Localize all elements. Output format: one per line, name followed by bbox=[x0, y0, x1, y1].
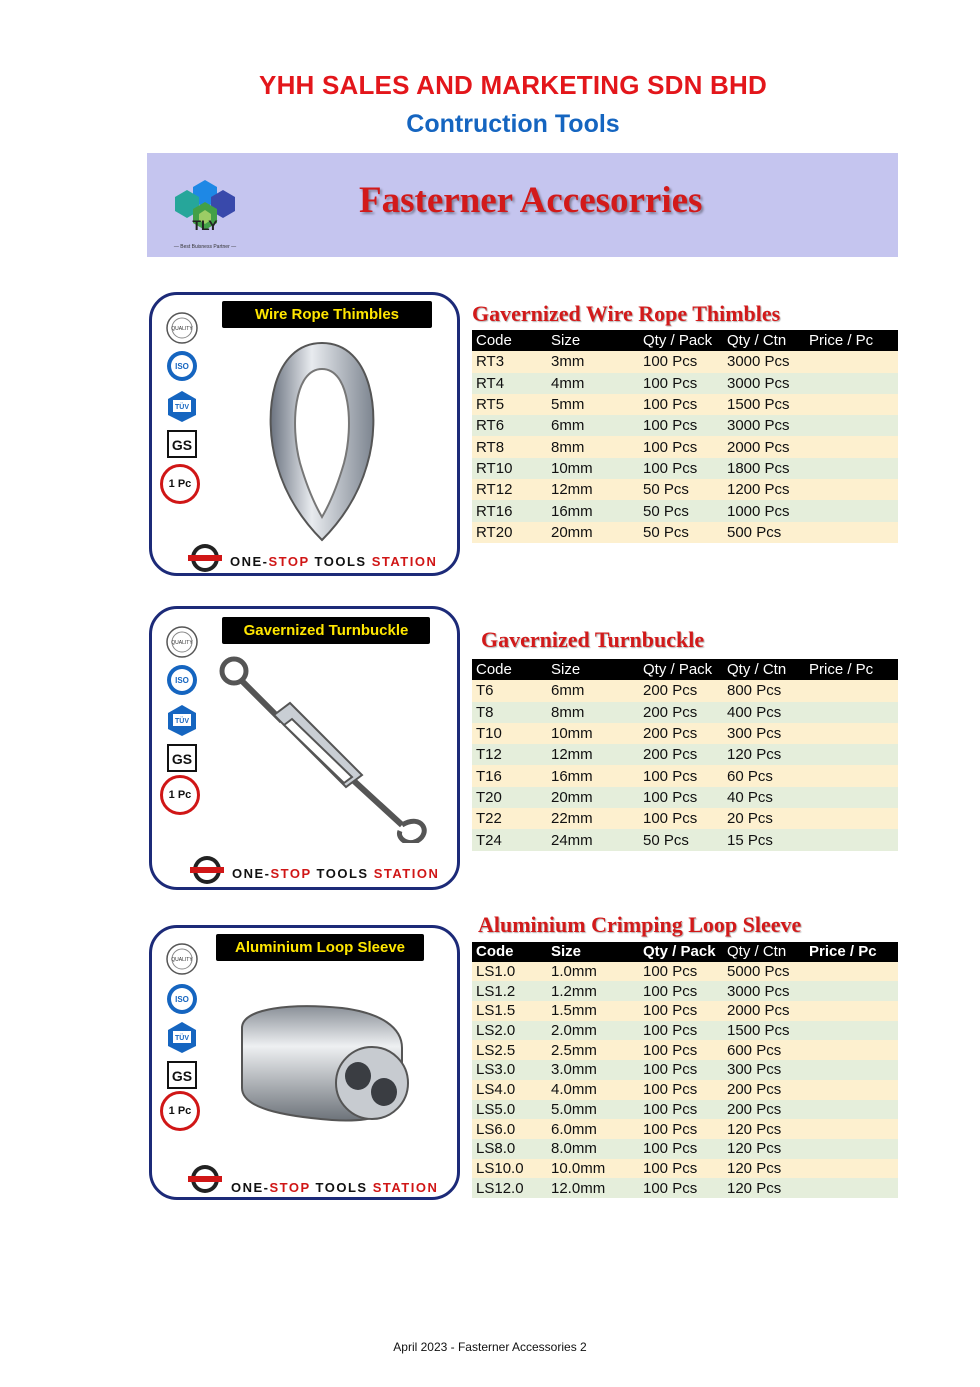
table-row bbox=[472, 829, 898, 850]
table-cell: LS1.2 bbox=[472, 981, 547, 1001]
table-cell: 500 Pcs bbox=[723, 522, 805, 543]
tuv-icon bbox=[162, 1020, 202, 1054]
table-cell: 6.0mm bbox=[547, 1119, 639, 1139]
table-cell: RT4 bbox=[472, 373, 547, 394]
table-row bbox=[472, 500, 898, 521]
table-cell: 600 Pcs bbox=[723, 1040, 805, 1060]
gs-mark-icon bbox=[162, 427, 202, 461]
table-row bbox=[472, 1001, 898, 1021]
table-cell: 4.0mm bbox=[547, 1080, 639, 1100]
table-cell: 100 Pcs bbox=[639, 1021, 723, 1041]
one-stop-tools-station: ONE-STOP TOOLS STATION bbox=[230, 554, 438, 569]
page-footer: April 2023 - Fasterner Accessories 2 bbox=[393, 1340, 587, 1354]
table-row bbox=[472, 1080, 898, 1100]
table-cell: RT12 bbox=[472, 479, 547, 500]
table-cell: 200 Pcs bbox=[723, 1100, 805, 1120]
table-cell: LS1.5 bbox=[472, 1001, 547, 1021]
table-cell: 100 Pcs bbox=[639, 394, 723, 415]
table-cell: 400 Pcs bbox=[723, 702, 805, 723]
table-cell: RT20 bbox=[472, 522, 547, 543]
table-cell bbox=[805, 1060, 898, 1080]
table-cell: T12 bbox=[472, 744, 547, 765]
table-cell: 16mm bbox=[547, 500, 639, 521]
table-cell: 40 Pcs bbox=[723, 787, 805, 808]
table-cell: 50 Pcs bbox=[639, 500, 723, 521]
svg-text:ISO: ISO bbox=[175, 676, 189, 685]
table-cell bbox=[805, 1001, 898, 1021]
product-card-loop-sleeve bbox=[149, 925, 460, 1200]
gs-mark-icon bbox=[162, 1058, 202, 1092]
column-header: Price / Pc bbox=[805, 659, 898, 680]
thimbles-price-table bbox=[472, 330, 898, 543]
table-cell: 8mm bbox=[547, 702, 639, 723]
product-label: Gavernized Turnbuckle bbox=[222, 617, 430, 644]
page-subtitle: Contruction Tools bbox=[406, 110, 620, 138]
table-cell bbox=[805, 1080, 898, 1100]
table-cell bbox=[805, 458, 898, 479]
product-label: Wire Rope Thimbles bbox=[222, 301, 432, 328]
table-cell bbox=[805, 394, 898, 415]
table-row bbox=[472, 394, 898, 415]
company-name: YHH SALES AND MARKETING SDN BHD bbox=[259, 70, 767, 100]
table-cell: 120 Pcs bbox=[723, 1119, 805, 1139]
quality-seal-icon bbox=[162, 311, 202, 345]
svg-text:TÜV: TÜV bbox=[175, 1035, 189, 1042]
product-label: Aluminium Loop Sleeve bbox=[216, 934, 424, 961]
column-header: Code bbox=[472, 330, 547, 351]
table-cell: 100 Pcs bbox=[639, 351, 723, 372]
table-row bbox=[472, 1159, 898, 1179]
table-cell: 2.5mm bbox=[547, 1040, 639, 1060]
iso-icon bbox=[162, 982, 202, 1016]
table-cell: 2.0mm bbox=[547, 1021, 639, 1041]
table-cell: 10.0mm bbox=[547, 1159, 639, 1179]
table-cell: 120 Pcs bbox=[723, 1178, 805, 1198]
tuv-icon bbox=[162, 703, 202, 737]
table-cell: LS10.0 bbox=[472, 1159, 547, 1179]
table-cell: 120 Pcs bbox=[723, 1139, 805, 1159]
table-cell: 22mm bbox=[547, 808, 639, 829]
table-cell: LS3.0 bbox=[472, 1060, 547, 1080]
table-row bbox=[472, 1100, 898, 1120]
table-row bbox=[472, 808, 898, 829]
svg-text:QUALITY: QUALITY bbox=[171, 640, 193, 646]
table-cell: 10mm bbox=[547, 723, 639, 744]
table-row bbox=[472, 981, 898, 1001]
logo-text: TLY bbox=[192, 217, 218, 233]
category-banner bbox=[147, 153, 898, 257]
table-cell bbox=[805, 1178, 898, 1198]
loop-sleeve-image bbox=[212, 998, 432, 1128]
table-row bbox=[472, 1021, 898, 1041]
table-cell bbox=[805, 744, 898, 765]
tly-logo-icon bbox=[167, 161, 243, 251]
table-cell: 8mm bbox=[547, 436, 639, 457]
table-header-row bbox=[472, 942, 898, 962]
table-cell: 5000 Pcs bbox=[723, 962, 805, 982]
table-cell: 100 Pcs bbox=[639, 787, 723, 808]
column-header: Price / Pc bbox=[805, 330, 898, 351]
table-cell: 1500 Pcs bbox=[723, 394, 805, 415]
table-cell: 3000 Pcs bbox=[723, 351, 805, 372]
product-card-thimbles bbox=[149, 292, 460, 576]
svg-text:TÜV: TÜV bbox=[175, 718, 189, 725]
iso-icon bbox=[162, 663, 202, 697]
table-cell bbox=[805, 1021, 898, 1041]
table-cell: 4mm bbox=[547, 373, 639, 394]
table-cell: 12.0mm bbox=[547, 1178, 639, 1198]
table-cell bbox=[805, 500, 898, 521]
table-cell: 100 Pcs bbox=[639, 373, 723, 394]
table-cell: 1.2mm bbox=[547, 981, 639, 1001]
table-cell: T16 bbox=[472, 765, 547, 786]
table-cell: 200 Pcs bbox=[639, 744, 723, 765]
column-header: Qty / Ctn bbox=[723, 330, 805, 351]
table-cell: 100 Pcs bbox=[639, 1178, 723, 1198]
column-header: Qty / Pack bbox=[639, 659, 723, 680]
table-cell: 50 Pcs bbox=[639, 522, 723, 543]
table-cell: 20mm bbox=[547, 787, 639, 808]
table-cell: 20mm bbox=[547, 522, 639, 543]
table-cell: 200 Pcs bbox=[639, 723, 723, 744]
table-cell: 60 Pcs bbox=[723, 765, 805, 786]
table-cell bbox=[805, 723, 898, 744]
table-cell: 300 Pcs bbox=[723, 1060, 805, 1080]
table-cell: 3000 Pcs bbox=[723, 415, 805, 436]
table-cell bbox=[805, 479, 898, 500]
svg-text:ISO: ISO bbox=[175, 362, 189, 371]
table-cell: 100 Pcs bbox=[639, 1139, 723, 1159]
table-cell: 1.0mm bbox=[547, 962, 639, 982]
table-cell: 100 Pcs bbox=[639, 458, 723, 479]
table-cell: 100 Pcs bbox=[639, 1001, 723, 1021]
table-cell: 50 Pcs bbox=[639, 479, 723, 500]
table-cell: 100 Pcs bbox=[639, 808, 723, 829]
one-pc-badge: 1 Pc bbox=[160, 1091, 200, 1131]
table-cell: T6 bbox=[472, 680, 547, 701]
table-cell: 100 Pcs bbox=[639, 1080, 723, 1100]
table-cell: T20 bbox=[472, 787, 547, 808]
table-cell: 120 Pcs bbox=[723, 1159, 805, 1179]
table-cell: 20 Pcs bbox=[723, 808, 805, 829]
table-cell: 100 Pcs bbox=[639, 1040, 723, 1060]
product-card-turnbuckle bbox=[149, 606, 460, 890]
section-title-loop-sleeve: Aluminium Crimping Loop Sleeve bbox=[478, 912, 802, 937]
table-cell: T24 bbox=[472, 829, 547, 850]
table-row bbox=[472, 1040, 898, 1060]
table-cell bbox=[805, 522, 898, 543]
table-cell bbox=[805, 436, 898, 457]
banner-title: Fasterner Accesorries bbox=[359, 180, 703, 221]
table-cell: 6mm bbox=[547, 415, 639, 436]
table-cell: 800 Pcs bbox=[723, 680, 805, 701]
table-cell bbox=[805, 373, 898, 394]
table-cell: 1.5mm bbox=[547, 1001, 639, 1021]
table-cell: LS4.0 bbox=[472, 1080, 547, 1100]
table-cell: 100 Pcs bbox=[639, 765, 723, 786]
gs-mark-icon bbox=[162, 741, 202, 775]
table-cell: T10 bbox=[472, 723, 547, 744]
svg-text:ISO: ISO bbox=[175, 995, 189, 1004]
table-cell: 3.0mm bbox=[547, 1060, 639, 1080]
table-cell bbox=[805, 1119, 898, 1139]
table-cell: 100 Pcs bbox=[639, 1100, 723, 1120]
table-row bbox=[472, 723, 898, 744]
tuv-icon bbox=[162, 389, 202, 423]
svg-text:GS: GS bbox=[171, 1068, 193, 1084]
wire-rope-thimble-image bbox=[252, 335, 392, 545]
table-cell: 1500 Pcs bbox=[723, 1021, 805, 1041]
column-header: Price / Pc bbox=[805, 942, 898, 962]
table-cell bbox=[805, 351, 898, 372]
table-cell: 2000 Pcs bbox=[723, 1001, 805, 1021]
table-cell: 100 Pcs bbox=[639, 1159, 723, 1179]
table-cell: 3000 Pcs bbox=[723, 373, 805, 394]
table-cell: 2000 Pcs bbox=[723, 436, 805, 457]
table-cell: 100 Pcs bbox=[639, 981, 723, 1001]
table-cell: 10mm bbox=[547, 458, 639, 479]
table-cell: 1000 Pcs bbox=[723, 500, 805, 521]
column-header: Size bbox=[547, 942, 639, 962]
table-row bbox=[472, 702, 898, 723]
table-cell: 3000 Pcs bbox=[723, 981, 805, 1001]
table-row bbox=[472, 351, 898, 372]
table-cell bbox=[805, 1159, 898, 1179]
table-cell: 100 Pcs bbox=[639, 415, 723, 436]
table-row bbox=[472, 680, 898, 701]
table-cell: 100 Pcs bbox=[639, 1060, 723, 1080]
one-pc-badge: 1 Pc bbox=[160, 464, 200, 504]
turnbuckle-image bbox=[212, 653, 442, 843]
table-cell: LS6.0 bbox=[472, 1119, 547, 1139]
table-row bbox=[472, 373, 898, 394]
table-cell: 5.0mm bbox=[547, 1100, 639, 1120]
table-cell: 8.0mm bbox=[547, 1139, 639, 1159]
table-header-row bbox=[472, 659, 898, 680]
quality-seal-icon bbox=[162, 942, 202, 976]
table-cell: LS1.0 bbox=[472, 962, 547, 982]
table-cell: 24mm bbox=[547, 829, 639, 850]
table-cell: 5mm bbox=[547, 394, 639, 415]
turnbuckle-price-table bbox=[472, 659, 898, 851]
table-row bbox=[472, 744, 898, 765]
table-cell: RT6 bbox=[472, 415, 547, 436]
one-stop-tools-station: ONE-STOP TOOLS STATION bbox=[231, 1180, 439, 1195]
quality-seal-icon bbox=[162, 625, 202, 659]
table-row bbox=[472, 522, 898, 543]
table-cell bbox=[805, 680, 898, 701]
table-cell bbox=[805, 829, 898, 850]
table-cell: RT10 bbox=[472, 458, 547, 479]
section-title-thimbles: Gavernized Wire Rope Thimbles bbox=[472, 301, 781, 326]
industrial-seal-icon bbox=[188, 855, 226, 885]
table-cell: 100 Pcs bbox=[639, 962, 723, 982]
table-cell: 100 Pcs bbox=[639, 436, 723, 457]
table-cell bbox=[805, 981, 898, 1001]
table-row bbox=[472, 415, 898, 436]
column-header: Code bbox=[472, 942, 547, 962]
table-cell: T22 bbox=[472, 808, 547, 829]
table-row bbox=[472, 436, 898, 457]
table-cell: LS5.0 bbox=[472, 1100, 547, 1120]
iso-icon bbox=[162, 349, 202, 383]
svg-text:GS: GS bbox=[171, 437, 193, 453]
table-cell bbox=[805, 1100, 898, 1120]
svg-text:QUALITY: QUALITY bbox=[171, 957, 193, 963]
table-cell: 1200 Pcs bbox=[723, 479, 805, 500]
table-row bbox=[472, 787, 898, 808]
table-cell: RT5 bbox=[472, 394, 547, 415]
table-cell: 15 Pcs bbox=[723, 829, 805, 850]
column-header: Qty / Pack bbox=[639, 330, 723, 351]
svg-text:QUALITY: QUALITY bbox=[171, 326, 193, 332]
table-cell: 50 Pcs bbox=[639, 829, 723, 850]
table-row bbox=[472, 1060, 898, 1080]
column-header: Code bbox=[472, 659, 547, 680]
table-cell: LS2.0 bbox=[472, 1021, 547, 1041]
table-cell: RT16 bbox=[472, 500, 547, 521]
industrial-seal-icon bbox=[186, 543, 224, 573]
column-header: Qty / Pack bbox=[639, 942, 723, 962]
table-row bbox=[472, 1139, 898, 1159]
column-header: Size bbox=[547, 659, 639, 680]
table-cell: 200 Pcs bbox=[723, 1080, 805, 1100]
table-cell: 100 Pcs bbox=[639, 1119, 723, 1139]
column-header: Qty / Ctn bbox=[723, 942, 805, 962]
table-cell: 3mm bbox=[547, 351, 639, 372]
table-cell: LS12.0 bbox=[472, 1178, 547, 1198]
table-cell: RT8 bbox=[472, 436, 547, 457]
table-cell bbox=[805, 702, 898, 723]
table-cell bbox=[805, 962, 898, 982]
svg-text:GS: GS bbox=[171, 751, 193, 767]
table-cell: 300 Pcs bbox=[723, 723, 805, 744]
column-header: Qty / Ctn bbox=[723, 659, 805, 680]
svg-text:TÜV: TÜV bbox=[175, 404, 189, 411]
industrial-seal-icon bbox=[186, 1164, 224, 1194]
table-cell bbox=[805, 1040, 898, 1060]
table-row bbox=[472, 479, 898, 500]
table-cell: 1800 Pcs bbox=[723, 458, 805, 479]
section-title-turnbuckle: Gavernized Turnbuckle bbox=[481, 627, 705, 652]
logo-tagline: — Best Buisness Partner — bbox=[173, 244, 237, 250]
table-cell: 16mm bbox=[547, 765, 639, 786]
loop-sleeve-price-table bbox=[472, 942, 898, 1198]
table-cell bbox=[805, 765, 898, 786]
table-cell bbox=[805, 415, 898, 436]
table-row bbox=[472, 765, 898, 786]
table-cell: 200 Pcs bbox=[639, 702, 723, 723]
table-row bbox=[472, 458, 898, 479]
table-cell: 12mm bbox=[547, 744, 639, 765]
one-stop-tools-station: ONE-STOP TOOLS STATION bbox=[232, 866, 440, 881]
table-cell: 120 Pcs bbox=[723, 744, 805, 765]
table-cell: 12mm bbox=[547, 479, 639, 500]
table-cell: RT3 bbox=[472, 351, 547, 372]
table-cell: 6mm bbox=[547, 680, 639, 701]
table-cell: LS2.5 bbox=[472, 1040, 547, 1060]
table-row bbox=[472, 1178, 898, 1198]
column-header: Size bbox=[547, 330, 639, 351]
table-row bbox=[472, 962, 898, 982]
table-cell bbox=[805, 808, 898, 829]
table-cell: T8 bbox=[472, 702, 547, 723]
table-row bbox=[472, 1119, 898, 1139]
table-cell bbox=[805, 787, 898, 808]
one-pc-badge: 1 Pc bbox=[160, 775, 200, 815]
table-cell: 200 Pcs bbox=[639, 680, 723, 701]
table-cell: LS8.0 bbox=[472, 1139, 547, 1159]
table-header-row bbox=[472, 330, 898, 351]
table-cell bbox=[805, 1139, 898, 1159]
